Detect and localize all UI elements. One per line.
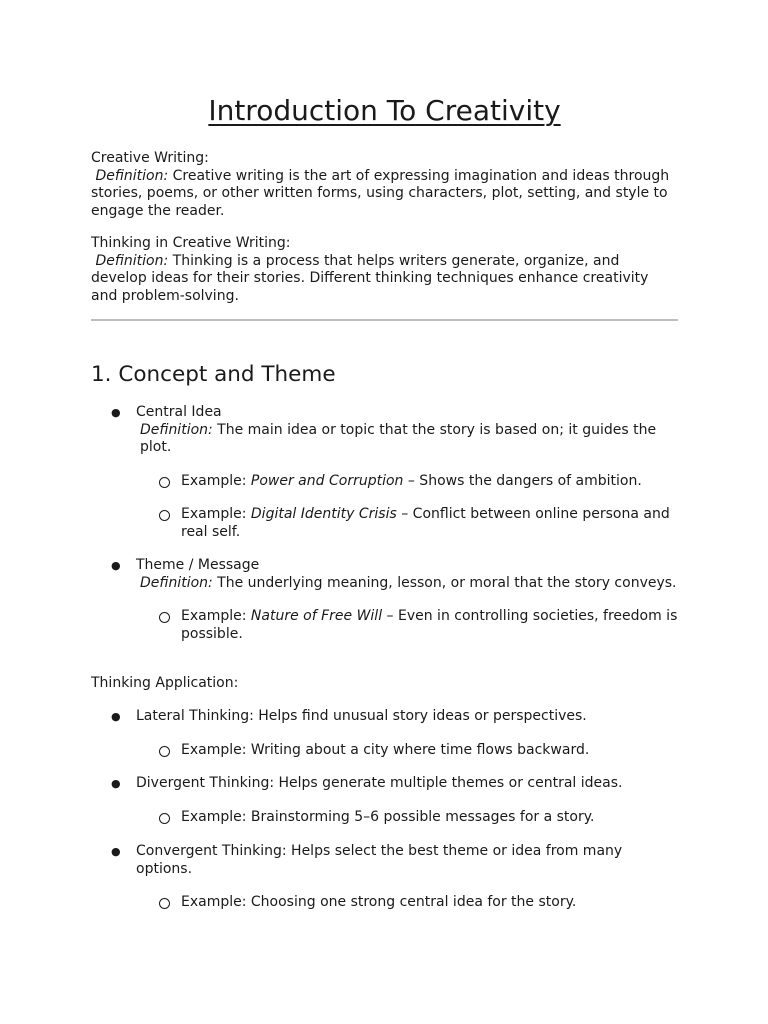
definition-text: The underlying meaning, lesson, or moral that the story conveys. (212, 574, 677, 591)
example-prefix: Example: (181, 608, 251, 624)
central-idea-definition (140, 422, 678, 457)
example-title: Power and Corruption (250, 473, 404, 489)
example-prefix: Example: (181, 506, 251, 522)
example-text: – Conflict between online persona and real self. (181, 506, 670, 540)
theme-definition (140, 575, 678, 593)
page-title: Introduction To Creativity (208, 94, 561, 127)
thinking-section (91, 235, 678, 305)
bullet-icon: ● (111, 777, 121, 790)
definition-text: The main idea or topic that the story is based on; it guides the plot. (140, 421, 657, 455)
circle-bullet-icon (159, 477, 170, 488)
circle-bullet-icon (159, 746, 170, 757)
definition-label: Definition: (140, 421, 213, 438)
convergent-example: Example: Choosing one strong central idea for the story. (181, 894, 577, 910)
circle-bullet-icon (159, 612, 170, 623)
definition-text: Thinking is a process that helps writers generate, organize, and develop ideas for their stories. Different thinking techniques enhance creativity and problem-solving. (91, 252, 649, 304)
bullet-icon: ● (111, 845, 121, 858)
divergent-example: Example: Brainstorming 5–6 possible messages for a story. (181, 809, 595, 825)
circle-bullet-icon (159, 510, 170, 521)
definition-label: Definition: (95, 167, 169, 184)
circle-bullet-icon (159, 898, 170, 909)
example-title: Digital Identity Crisis (250, 506, 397, 522)
bullet-icon: ● (111, 406, 121, 419)
lateral-thinking-text: Lateral Thinking: Helps find unusual story ideas or perspectives. (136, 708, 587, 724)
divergent-thinking-text: Divergent Thinking: Helps generate multiple themes or central ideas. (136, 775, 623, 791)
definition-label: Definition: (95, 252, 169, 269)
creative-writing-definition (91, 168, 678, 221)
thinking-definition (91, 253, 678, 306)
theme-label: Theme / Message (136, 557, 260, 573)
thinking-application-heading: Thinking Application: (91, 675, 239, 691)
convergent-thinking-text: Convergent Thinking: Helps select the best theme or idea from many options. (136, 843, 623, 877)
lateral-example: Example: Writing about a city where time flows backward. (181, 742, 590, 758)
example-text: – Shows the dangers of ambition. (403, 473, 642, 489)
creative-writing-section (91, 150, 678, 220)
example-prefix: Example: (181, 473, 251, 489)
horizontal-divider (91, 319, 678, 321)
central-idea-label: Central Idea (136, 404, 222, 420)
thinking-heading: Thinking in Creative Writing: (91, 235, 291, 251)
example-text: – Even in controlling societies, freedom is possible. (181, 608, 678, 642)
definition-label: Definition: (140, 574, 213, 591)
section-heading: 1. Concept and Theme (91, 362, 336, 387)
example-title: Nature of Free Will (250, 608, 383, 624)
definition-text: Creative writing is the art of expressing imagination and ideas through stories, poems, or other written forms, using characters, plot, setting, and style to engage the reader. (91, 167, 670, 219)
circle-bullet-icon (159, 813, 170, 824)
bullet-icon: ● (111, 559, 121, 572)
bullet-icon: ● (111, 710, 121, 723)
creative-writing-heading: Creative Writing: (91, 150, 209, 166)
